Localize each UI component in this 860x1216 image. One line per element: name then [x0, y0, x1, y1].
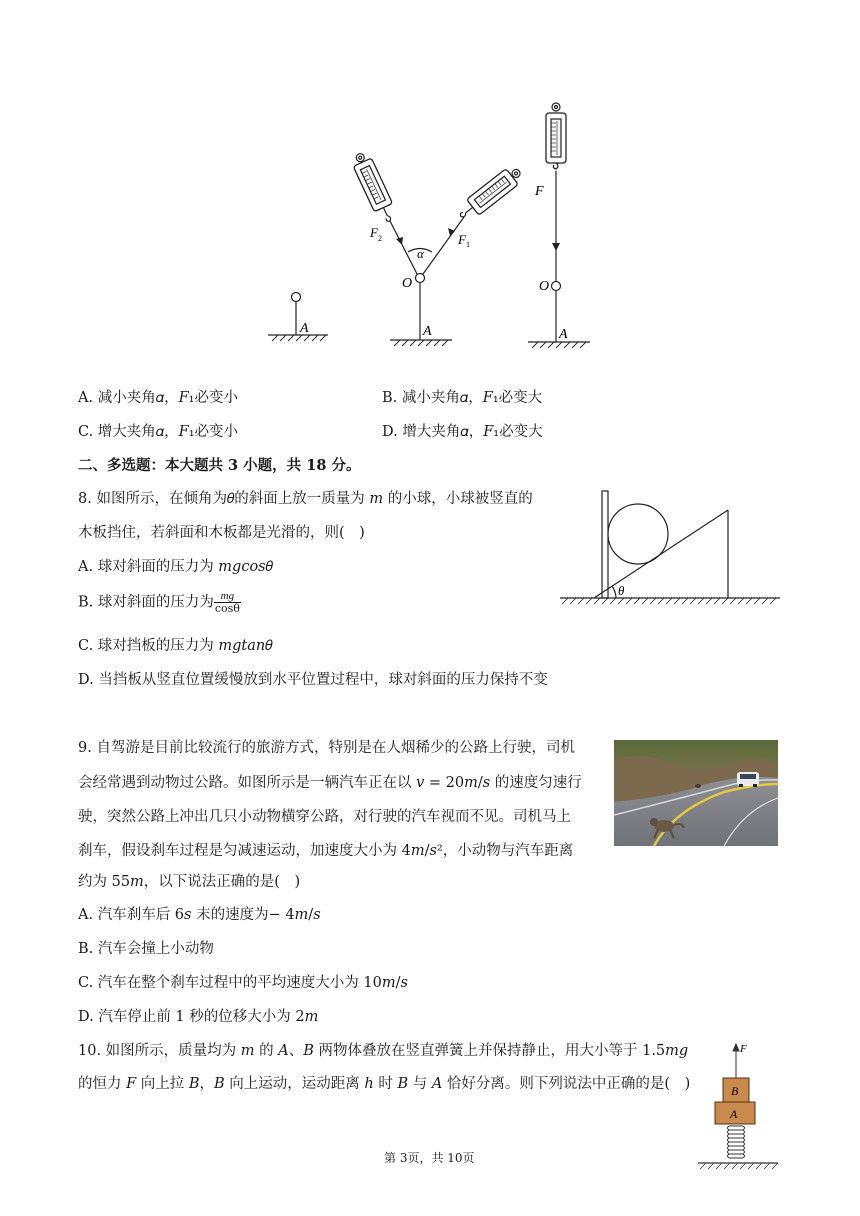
label-alpha: α: [417, 246, 424, 261]
label-theta: θ: [618, 583, 625, 598]
q8-option-c: C. 球对挡板的压力为 𝑚𝑔𝑡𝑎𝑛𝜃: [78, 638, 273, 654]
label-f1-sub: 1: [466, 240, 470, 249]
q9-option-d: D. 汽车停止前 1 秒的位移大小为 2𝑚: [78, 1009, 319, 1025]
label-block-b: B: [731, 1084, 739, 1098]
q9-stem-line3: 驶，突然公路上冲出几只小动物横穿公路，对行驶的汽车视而不见。司机马上: [78, 809, 571, 825]
q9-stem-line5: 约为 55𝑚，以下说法正确的是( ): [78, 874, 301, 890]
label-f2-sub: 2: [378, 234, 382, 243]
q9-stem-line2: 会经常遇到动物过公路。如图所示是一辆汽车正在以 𝑣 = 20𝑚/𝑠 的速度匀速行: [78, 775, 582, 791]
q7-option-d: D. 增大夹角𝛼，𝐹₁必变大: [382, 424, 543, 440]
q8-stem-line1: 8. 如图所示，在倾角为𝜃的斜面上放一质量为 𝑚 的小球，小球被竖直的: [78, 491, 533, 507]
q8-option-b: [78, 591, 241, 614]
q8-option-a: A. 球对斜面的压力为 𝑚𝑔𝑐𝑜𝑠𝜃: [78, 559, 273, 575]
fraction-numerator: mg: [214, 591, 241, 603]
q9-option-b: B. 汽车会撞上小动物: [78, 941, 214, 957]
label-f1: F: [458, 232, 466, 247]
page-footer: 第 3页，共 10页: [384, 1151, 475, 1165]
q7-option-c: C. 增大夹角𝛼，𝐹₁必变小: [78, 424, 239, 440]
label-a-3: A: [559, 327, 568, 342]
q8-option-b-text: B. 球对斜面的压力为: [78, 594, 214, 611]
label-o-2: O: [402, 276, 413, 291]
q8-stem-line2: 木板挡住，若斜面和木板都是光滑的，则( ): [78, 525, 365, 541]
label-f: F: [535, 184, 544, 199]
label-force-f: F: [740, 1043, 747, 1055]
figure-incline-ball: [556, 486, 786, 610]
label-f2: F: [370, 225, 378, 240]
fraction: [214, 591, 241, 614]
label-o-3: O: [539, 279, 550, 294]
q10-stem-line2: 的恒力 𝐹 向上拉 𝐵，𝐵 向上运动，运动距离 ℎ 时 𝐵 与 𝐴 恰好分离。则下列说法中正确的是( ): [78, 1076, 691, 1092]
photo-road-car-animal: [614, 740, 778, 846]
figure-spring-scales: [260, 95, 600, 355]
figure-spring-blocks: [696, 1036, 786, 1174]
section-heading: 二、多选题：本大题共 3 小题，共 18 分。: [78, 457, 361, 474]
q9-stem-line4: 刹车，假设刹车过程是匀减速运动，加速度大小为 4𝑚/𝑠²，小动物与汽车距离: [78, 843, 574, 859]
fraction-denominator: cosθ: [214, 602, 240, 615]
q8-option-d: D. 当挡板从竖直位置缓慢放到水平位置过程中，球对斜面的压力保持不变: [78, 672, 548, 688]
label-a-2: A: [423, 324, 432, 339]
q7-option-b: B. 减小夹角𝛼，𝐹₁必变大: [382, 390, 543, 406]
q9-option-c: C. 汽车在整个刹车过程中的平均速度大小为 10𝑚/𝑠: [78, 975, 408, 991]
label-block-a: A: [730, 1107, 738, 1121]
q9-option-a: A. 汽车刹车后 6𝑠 末的速度为− 4𝑚/𝑠: [78, 907, 321, 923]
label-a-1: A: [300, 321, 309, 336]
q7-option-a: A. 减小夹角𝛼，𝐹₁必变小: [78, 390, 238, 406]
q10-stem-line1: 10. 如图所示，质量均为 𝑚 的 𝐴、𝐵 两物体叠放在竖直弹簧上并保持静止，用大小等于 1.5𝑚𝑔: [78, 1043, 689, 1059]
q9-stem-line1: 9. 自驾游是目前比较流行的旅游方式，特别是在人烟稀少的公路上行驶，司机: [78, 740, 575, 756]
